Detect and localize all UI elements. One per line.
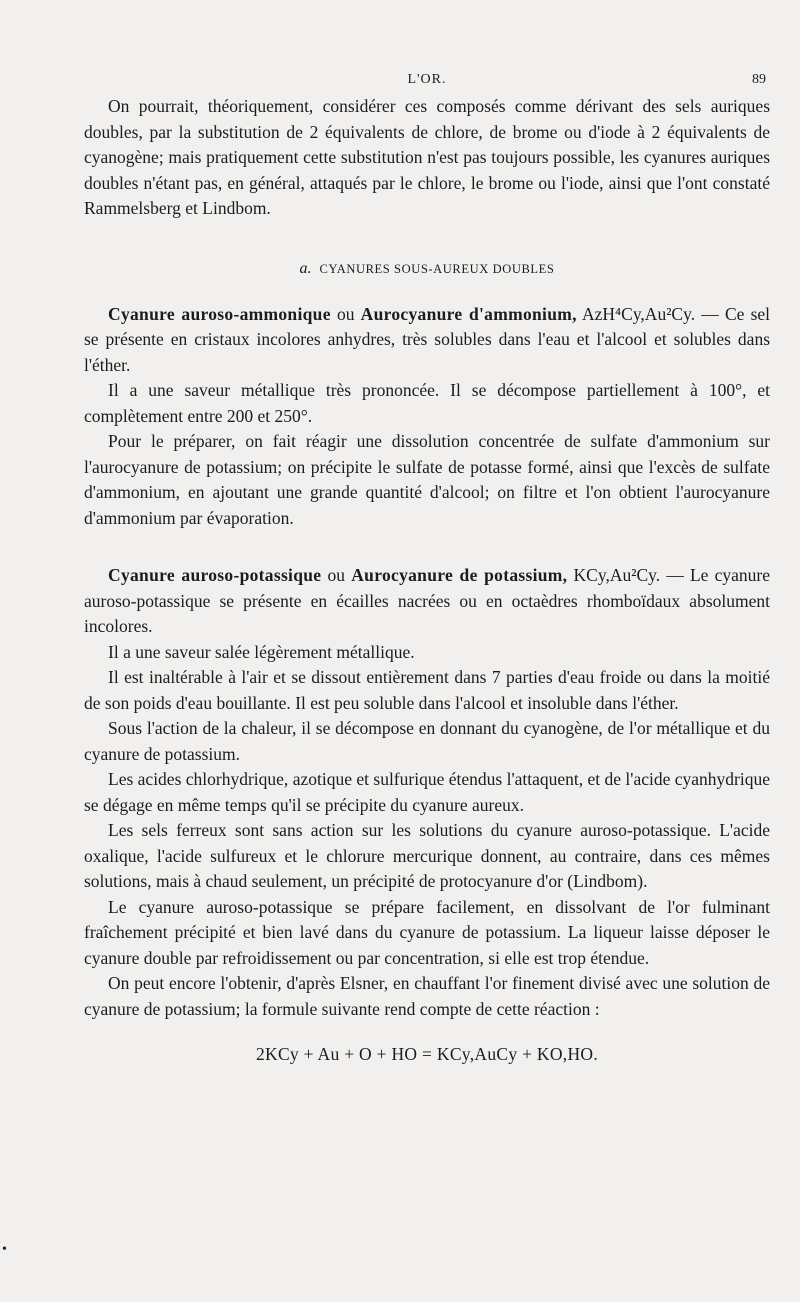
name-joiner: ou <box>321 565 352 585</box>
entry-potassium-formula-text: KCy,Au²Cy. — Le cyanure auroso-potassique se présente en écailles nacrées ou en octaèdres rhomboïdaux absolument incolores. <box>84 565 771 636</box>
compound-name-potassium: Aurocyanure de potassium, <box>351 565 568 585</box>
running-title: L'OR. <box>407 72 447 87</box>
entry-potassium-paragraph: On peut encore l'obtenir, d'après Elsner, en chauffant l'or finement divisé avec une solution de cyanure de potassium; la formule suivante rend compte de cette réaction : <box>84 973 770 1019</box>
entry-ammonium-paragraph: Pour le préparer, on fait réagir une dissolution concentrée de sulfate d'ammonium sur l'aurocyanure de potassium; on précipite le sulfate de potasse formé, ainsi que l'excès de sulfate d'ammonium, en ajoutant une grande quantité d'alcool; on filtre et l'on obtient l'aurocyanure d'ammonium par évaporation. <box>84 431 770 528</box>
page-number: 89 <box>752 72 766 87</box>
compound-name-potassique: Cyanure auroso-potassique <box>108 565 322 585</box>
section-heading <box>84 260 770 278</box>
compound-name-ammonium: Aurocyanure d'ammonium, <box>360 303 577 324</box>
name-joiner: ou <box>330 303 361 324</box>
section-letter: a. <box>299 259 312 277</box>
entry-ammonium-paragraph: Il a une saveur métallique très prononcée. Il se décompose partiellement à 100°, et complètement entre 200 et 250°. <box>84 380 770 426</box>
entry-potassium-paragraph: Sous l'action de la chaleur, il se décompose en donnant du cyanogène, de l'or métallique et du cyanure de potassium. <box>84 718 770 764</box>
page-body <box>84 72 770 1065</box>
entry-potassium-paragraph: Il a une saveur salée légèrement métallique. <box>108 641 415 662</box>
entry-ammonium-formula-text: AzH⁴Cy,Au²Cy. — Ce sel se présente en cristaux incolores anhydres, très solubles dans l'eau et l'alcool et solubles dans l'éther. <box>84 303 771 375</box>
section-title: CYANURES SOUS-AUREUX DOUBLES <box>319 261 555 276</box>
entry-potassium-paragraph: Le cyanure auroso-potassique se prépare facilement, en dissolvant de l'or fulminant fraîchement précipité et bien lavé dans du cyanure de potassium. La liqueur laisse déposer le cyanure double par refroidissement ou par concentration, si elle est trop étendue. <box>84 896 770 968</box>
margin-mark: • <box>2 1242 7 1257</box>
intro-paragraph: On pourrait, théoriquement, considérer ces composés comme dérivant des sels auriques doubles, par la substitution de 2 équivalents de chlore, de brome ou d'iode à 2 équivalents de cyanogène; mais pratiquement cette substitution n'est pas toujours possible, les cyanures auriques doubles n'étant pas, en général, attaqués par le chlore, le brome ou l'iode, ainsi que l'ont constaté Rammelsberg et Lindbom. <box>84 96 770 218</box>
running-header <box>84 72 770 94</box>
entry-ammonium-lead <box>84 302 770 379</box>
entry-potassium-paragraph: Les sels ferreux sont sans action sur les solutions du cyanure auroso-potassique. L'acide oxalique, l'acide sulfureux et le chlorure mercurique donnent, au contraire, dans ces mêmes solutions, mais à chaud seulement, un précipité de protocyanure d'or (Lindbom). <box>84 820 770 891</box>
compound-name-ammonique: Cyanure auroso-ammonique <box>108 303 331 324</box>
entry-potassium-lead <box>84 563 770 640</box>
entry-potassium-paragraph: Les acides chlorhydrique, azotique et sulfurique étendus l'attaquent, et de l'acide cyanhydrique se dégage en même temps qu'il se précipite du cyanure aureux. <box>84 769 770 815</box>
reaction-equation: 2KCy + Au + O + HO = KCy,AuCy + KO,HO. <box>255 1044 599 1064</box>
entry-potassium-paragraph: Il est inaltérable à l'air et se dissout entièrement dans 7 parties d'eau froide ou dans la moitié de son poids d'eau bouillante. Il est peu soluble dans l'alcool et insoluble dans l'éther. <box>84 667 770 713</box>
